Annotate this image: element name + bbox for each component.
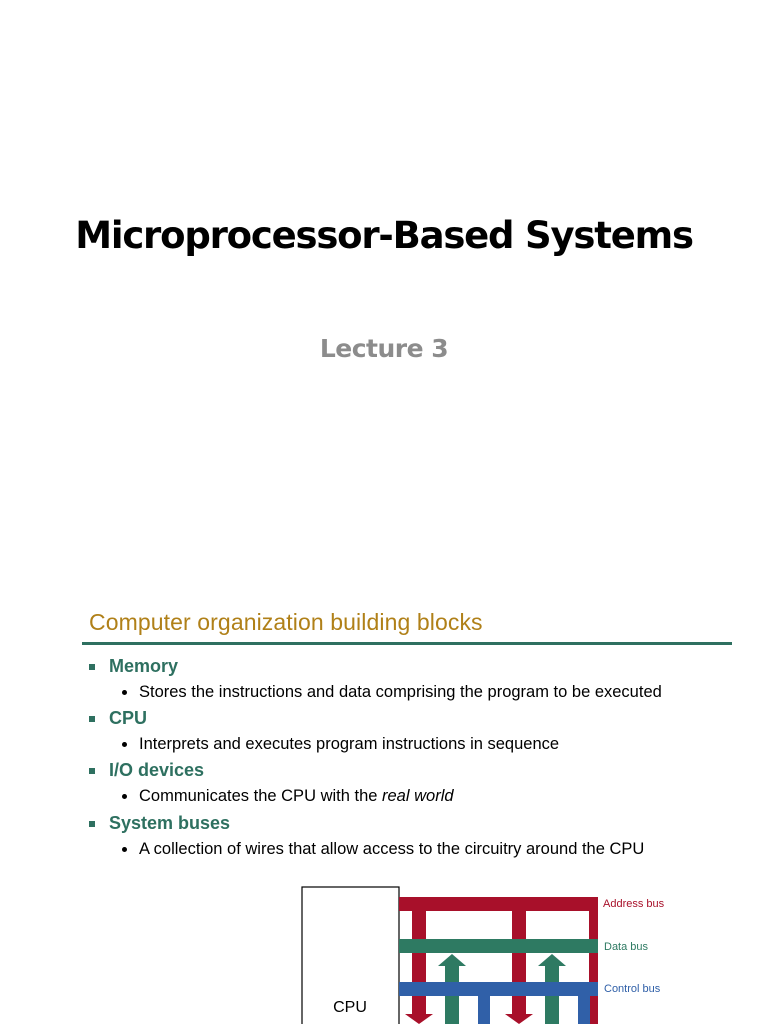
sub-bullet-text (139, 787, 454, 806)
control-bus-label: Control bus (604, 983, 661, 995)
address-bus (399, 897, 598, 1024)
dot-bullet-icon (122, 742, 127, 747)
sub-bullet-system-buses (122, 840, 644, 859)
cpu-label: CPU (333, 999, 367, 1016)
control-bus (399, 982, 598, 1024)
dot-bullet-icon (122, 690, 127, 695)
bullet-label: Memory (109, 656, 179, 676)
dot-bullet-icon (122, 794, 127, 799)
data-bus (399, 939, 598, 1024)
bullet-label: System buses (109, 813, 231, 833)
bullet-io-devices (89, 760, 204, 781)
bullet-cpu (89, 708, 147, 729)
sub-bullet-text-plain: Communicates the CPU with the (139, 787, 383, 805)
square-bullet-icon (89, 821, 95, 827)
section-divider (82, 642, 732, 645)
sub-bullet-text: Stores the instructions and data comprising the program to be executed (139, 683, 662, 701)
bullet-label: I/O devices (109, 760, 205, 780)
system-bus-diagram (0, 880, 768, 1024)
square-bullet-icon (89, 768, 95, 774)
bullet-label: CPU (109, 708, 148, 728)
sub-bullet-text: Interprets and executes program instructions in sequence (139, 735, 560, 753)
slide-title: Microprocessor-Based Systems (75, 214, 693, 257)
data-bus-label: Data bus (604, 941, 649, 953)
section-title: Computer organization building blocks (89, 609, 483, 635)
dot-bullet-icon (122, 847, 127, 852)
sub-bullet-cpu (122, 735, 559, 754)
sub-bullet-memory (122, 683, 662, 702)
bullet-memory (89, 656, 178, 677)
address-bus-label: Address bus (603, 898, 665, 910)
sub-bullet-io-devices (122, 787, 454, 806)
slide-subtitle: Lecture 3 (319, 334, 449, 363)
square-bullet-icon (89, 716, 95, 722)
bullet-system-buses (89, 813, 230, 834)
square-bullet-icon (89, 664, 95, 670)
sub-bullet-text: A collection of wires that allow access to the circuitry around the CPU (139, 840, 645, 858)
sub-bullet-text-emphasis: real world (382, 787, 454, 805)
